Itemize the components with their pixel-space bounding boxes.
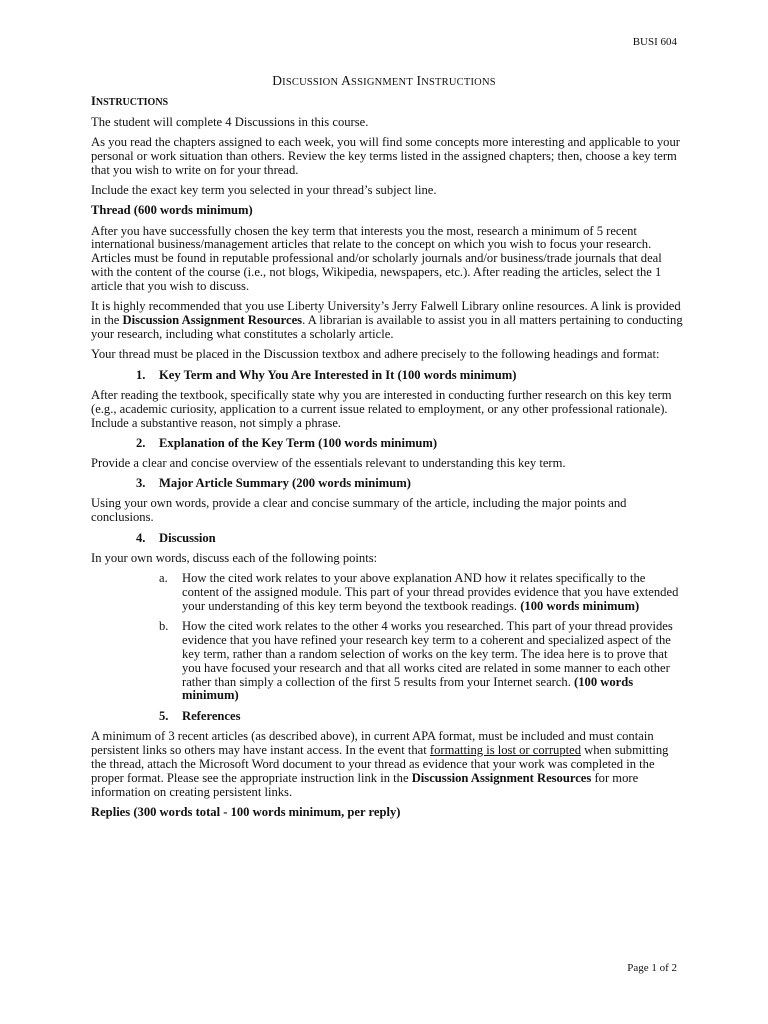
section-number: 2. xyxy=(136,435,146,450)
instructions-heading xyxy=(91,95,683,110)
document-title xyxy=(0,73,768,89)
intro-paragraph: Include the exact key term you selected in your thread’s subject line. xyxy=(91,183,437,198)
thread-paragraph: Your thread must be placed in the Discussion textbox and adhere precisely to the following headings and format: xyxy=(91,347,660,362)
section-heading xyxy=(159,710,683,724)
references-body xyxy=(91,730,683,800)
text-run: How the cited work relates to the other 4 works you researched. This part of your thread provides evidence that you have refined your research key term to a coherent and specialized aspect of the key term, rather than a random selection of works on the key term. The idea here is to prove that you have focused your research and that all works cited are related in some manner to each other rather than simply a collection of the first 5 results from your Internet search. xyxy=(182,618,673,689)
title-part: SSIGNMENT xyxy=(351,77,413,88)
title-part: I xyxy=(416,73,422,88)
text-run: for more information on creating persistent links. xyxy=(91,770,639,799)
section-title: Explanation of the Key Term (100 words minimum) xyxy=(159,435,438,450)
word-requirement: (100 words minimum) xyxy=(520,598,640,613)
thread-heading xyxy=(91,204,683,218)
thread-paragraph xyxy=(91,300,683,342)
section-title: Discussion xyxy=(159,530,216,545)
discussion-point xyxy=(159,572,683,614)
section-heading xyxy=(136,477,683,491)
resources-reference: Discussion Assignment Resources xyxy=(122,313,303,328)
resources-reference: Discussion Assignment Resources xyxy=(411,770,592,785)
text-run: It is highly recommended that you use Liberty University’s Jerry Falwell Library online resources. A link is provided in the xyxy=(91,299,681,328)
word-requirement: (100 words minimum) xyxy=(182,674,634,703)
intro-paragraph: The student will complete 4 Discussions in this course. xyxy=(91,114,369,129)
title-part: D xyxy=(272,73,283,88)
section-number: 1. xyxy=(136,367,146,382)
title-part: NSTRUCTIONS xyxy=(421,77,496,88)
text-run: . A librarian is available to assist you in all matters pertaining to conducting your research, including what constitutes a scholarly article. xyxy=(91,313,683,342)
section-title: Major Article Summary (200 words minimum) xyxy=(159,476,411,491)
section-body: Provide a clear and concise overview of the essentials relevant to understanding this key term. xyxy=(91,456,566,470)
point-letter: a. xyxy=(159,570,168,585)
section-heading xyxy=(136,437,683,451)
course-code: BUSI 604 xyxy=(632,36,677,48)
heading-part: NSTRUCTIONS xyxy=(95,97,169,108)
section-body: In your own words, discuss each of the following points: xyxy=(91,550,378,565)
section-number: 4. xyxy=(136,530,146,545)
intro-paragraph: As you read the chapters assigned to each week, you will find some concepts more interesting and applicable to your personal or work situation than others. Review the key terms listed in the assigned chapters; then, choose a key term that you wish to write on for your thread. xyxy=(91,135,680,177)
point-letter: b. xyxy=(159,618,169,633)
section-number: 3. xyxy=(136,476,146,491)
heading-part: I xyxy=(91,94,96,108)
underlined-text: formatting is lost or corrupted xyxy=(429,742,582,757)
title-part: A xyxy=(341,73,352,88)
text-run: when submitting the thread, attach the Microsoft Word document to your thread as evidence that your work was completed in the proper format. Please see the appropriate instruction link in the xyxy=(91,742,669,785)
replies-heading xyxy=(91,806,683,820)
page-number: Page 1 of 2 xyxy=(627,962,677,974)
text-run: A minimum of 3 recent articles (as described above), in current APA format, must be included and must contain persistent links so others may have instant access. In the event that xyxy=(91,728,654,757)
thread-paragraph: After you have successfully chosen the key term that interests you the most, research a minimum of 5 recent international business/management articles that relate to the concept on which you wish to focus your research. Articles must be found in reputable professional and/or scholarly journals and/or business/trade journals that deal with the content of the course (i.e., not blogs, Wikipedia, newspapers, etc.). After reading the articles, select the 1 article that you wish to discuss. xyxy=(91,223,662,294)
text-run: How the cited work relates to your above explanation AND how it relates specifically to the content of the assigned module. This part of your thread provides evidence that you have extended your understanding of this key term beyond the textbook readings. xyxy=(182,570,679,613)
section-heading xyxy=(136,369,683,383)
section-heading xyxy=(136,532,683,546)
document-body xyxy=(91,95,683,826)
section-body: After reading the textbook, specifically state why you are interested in conducting further research on this key term (e.g., academic curiosity, application to a current issue related to employment, or any other professional rationale). Include a substantive reason, not simply a phrase. xyxy=(91,387,672,430)
section-title: References xyxy=(182,708,241,723)
section-number: 5. xyxy=(159,708,169,723)
section-title: Key Term and Why You Are Interested in It (100 words minimum) xyxy=(159,367,517,382)
title-part: ISCUSSION xyxy=(282,77,339,88)
discussion-point xyxy=(159,620,683,703)
thread-heading-text: Thread (600 words minimum) xyxy=(91,203,253,218)
replies-heading-text: Replies (300 words total - 100 words minimum, per reply) xyxy=(91,804,401,819)
point-text xyxy=(182,572,683,614)
section-body: Using your own words, provide a clear and concise summary of the article, including the major points and conclusions. xyxy=(91,496,627,525)
point-text xyxy=(182,620,683,703)
